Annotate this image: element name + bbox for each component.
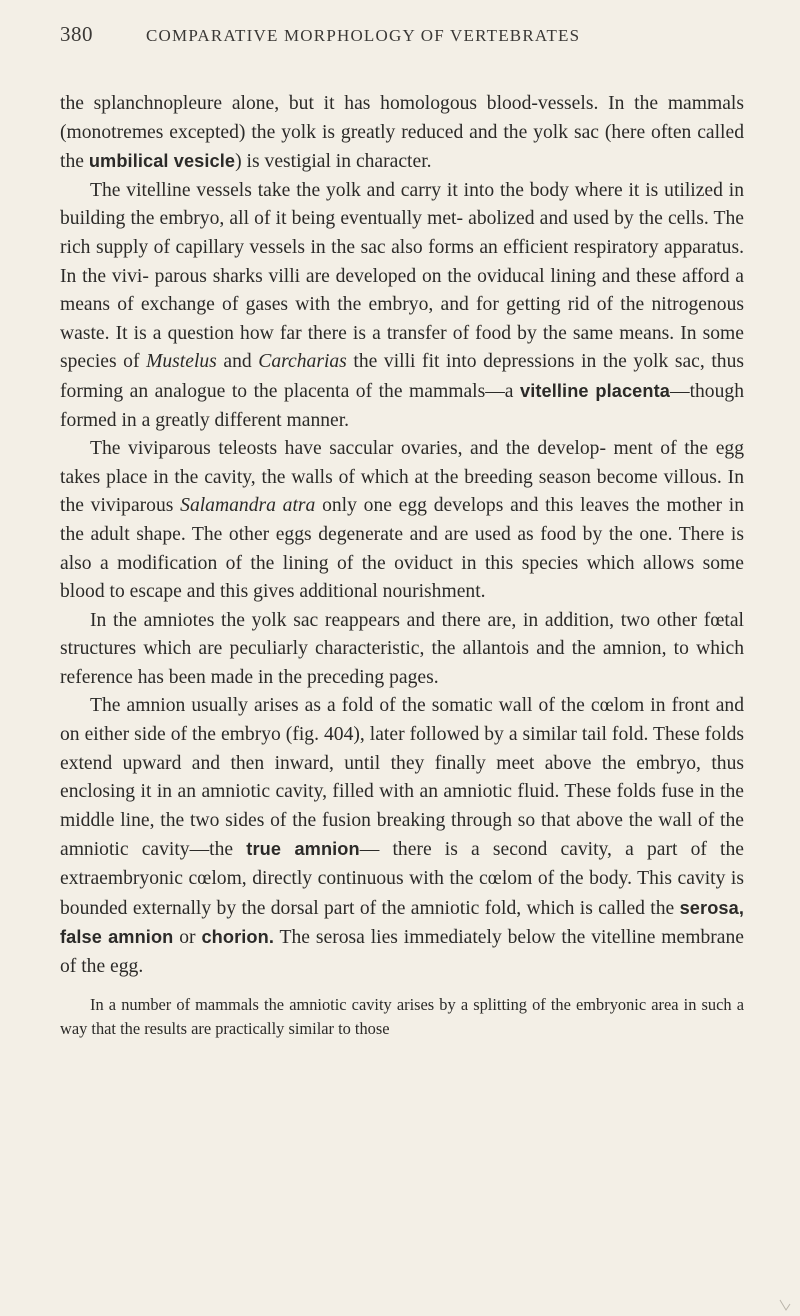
text-run: —though formed in a greatly different manner. <box>60 380 744 431</box>
running-title: COMPARATIVE MORPHOLOGY OF VERTEBRATES <box>146 26 581 45</box>
term-umbilical-vesicle: umbilical vesicle <box>88 151 236 172</box>
body-text <box>60 90 744 981</box>
text-run: In a number of mammals the amniotic cavity arises by a splitting of the embryonic area in such a way that the results are practically similar to those <box>60 995 744 1039</box>
text-run: the villi fit into depressions in the yolk sac, thus forming an analogue to the placenta of the mammals—a <box>60 351 745 402</box>
text-run: only one egg develops and this leaves the mother in the adult shape. The other eggs degenerate and are used as food by the one. There is also a modification of the lining of the oviduct in this species which allows some blood to escape and this gives additional nourishment. <box>60 495 745 603</box>
text-run: The viviparous teleosts have saccular ovaries, and the develop- ment of the egg takes place in the cavity, the walls of which at the breeding season become villous. In the viviparous <box>60 438 744 517</box>
term-vitelline-placenta: vitelline placenta <box>520 380 670 401</box>
text-run: the splanchnopleure alone, but it has homologous blood-vessels. In the mammals (monotremes excepted) the yolk is greatly reduced and the yolk sac (here often called the <box>60 93 744 173</box>
page-number: 380 <box>60 22 93 46</box>
text-run: and <box>216 351 259 373</box>
paragraph-viviparous-teleosts <box>60 435 744 607</box>
term-true-amnion: true amnion <box>246 839 360 860</box>
paragraph-yolk-sac-mammals <box>60 90 744 177</box>
text-run: or <box>173 927 202 949</box>
text-run: The vitelline vessels take the yolk and carry it into the body where it is utilized in building the embryo, all of it being eventually met- abolized and used by the cells. The rich supply of capillary vessels in the sac also forms an efficient respiratory apparatus. In the vivi- parous sharks villi are developed on the oviducal lining and these afford a means of exchange of gases with the embryo, and for getting rid of the nitrogenous waste. It is a question how far there is a transfer of food by the same means. In some species of <box>60 179 744 373</box>
text-run: The serosa lies immediately below the vitelline membrane of the egg. <box>60 927 744 977</box>
page-corner-mark <box>778 1298 792 1312</box>
running-head <box>60 22 744 56</box>
text-run: — there is a second cavity, a part of the extraembryonic cœlom, directly continuous with the cœlom of the body. This cavity is bounded externally by the dorsal part of the amniotic fold, which is called the <box>60 839 744 919</box>
text-run: The amnion usually arises as a fold of the somatic wall of the cœlom in front and on either side of the embryo (fig. 404), later followed by a similar tail fold. These folds extend upward and then inward, until they finally meet above the embryo, thus enclosing it in an amniotic cavity, filled with an amniotic fluid. These folds fuse in the middle line, the two sides of the fusion breaking through so that above the wall of the amniotic cavity—the <box>60 695 744 861</box>
text-run: In the amniotes the yolk sac reappears and there are, in addition, two other fœtal structures which are peculiarly characteristic, the allantois and the amnion, to which reference has been made in the preceding pages. <box>60 609 744 688</box>
genus-carcharias: Carcharias <box>258 351 347 373</box>
paragraph-amniotes <box>60 607 744 693</box>
term-chorion: chorion. <box>201 927 274 948</box>
text-run: ) is vestigial in character. <box>235 151 432 173</box>
paragraph-amnion <box>60 692 744 981</box>
paragraph-vitelline-vessels <box>60 177 744 435</box>
species-salamandra-atra: Salamandra atra <box>180 495 316 517</box>
term-serosa-false-amnion: serosa, false amnion <box>60 897 744 948</box>
genus-mustelus: Mustelus <box>146 351 217 373</box>
paragraph-small-print <box>60 993 744 1041</box>
